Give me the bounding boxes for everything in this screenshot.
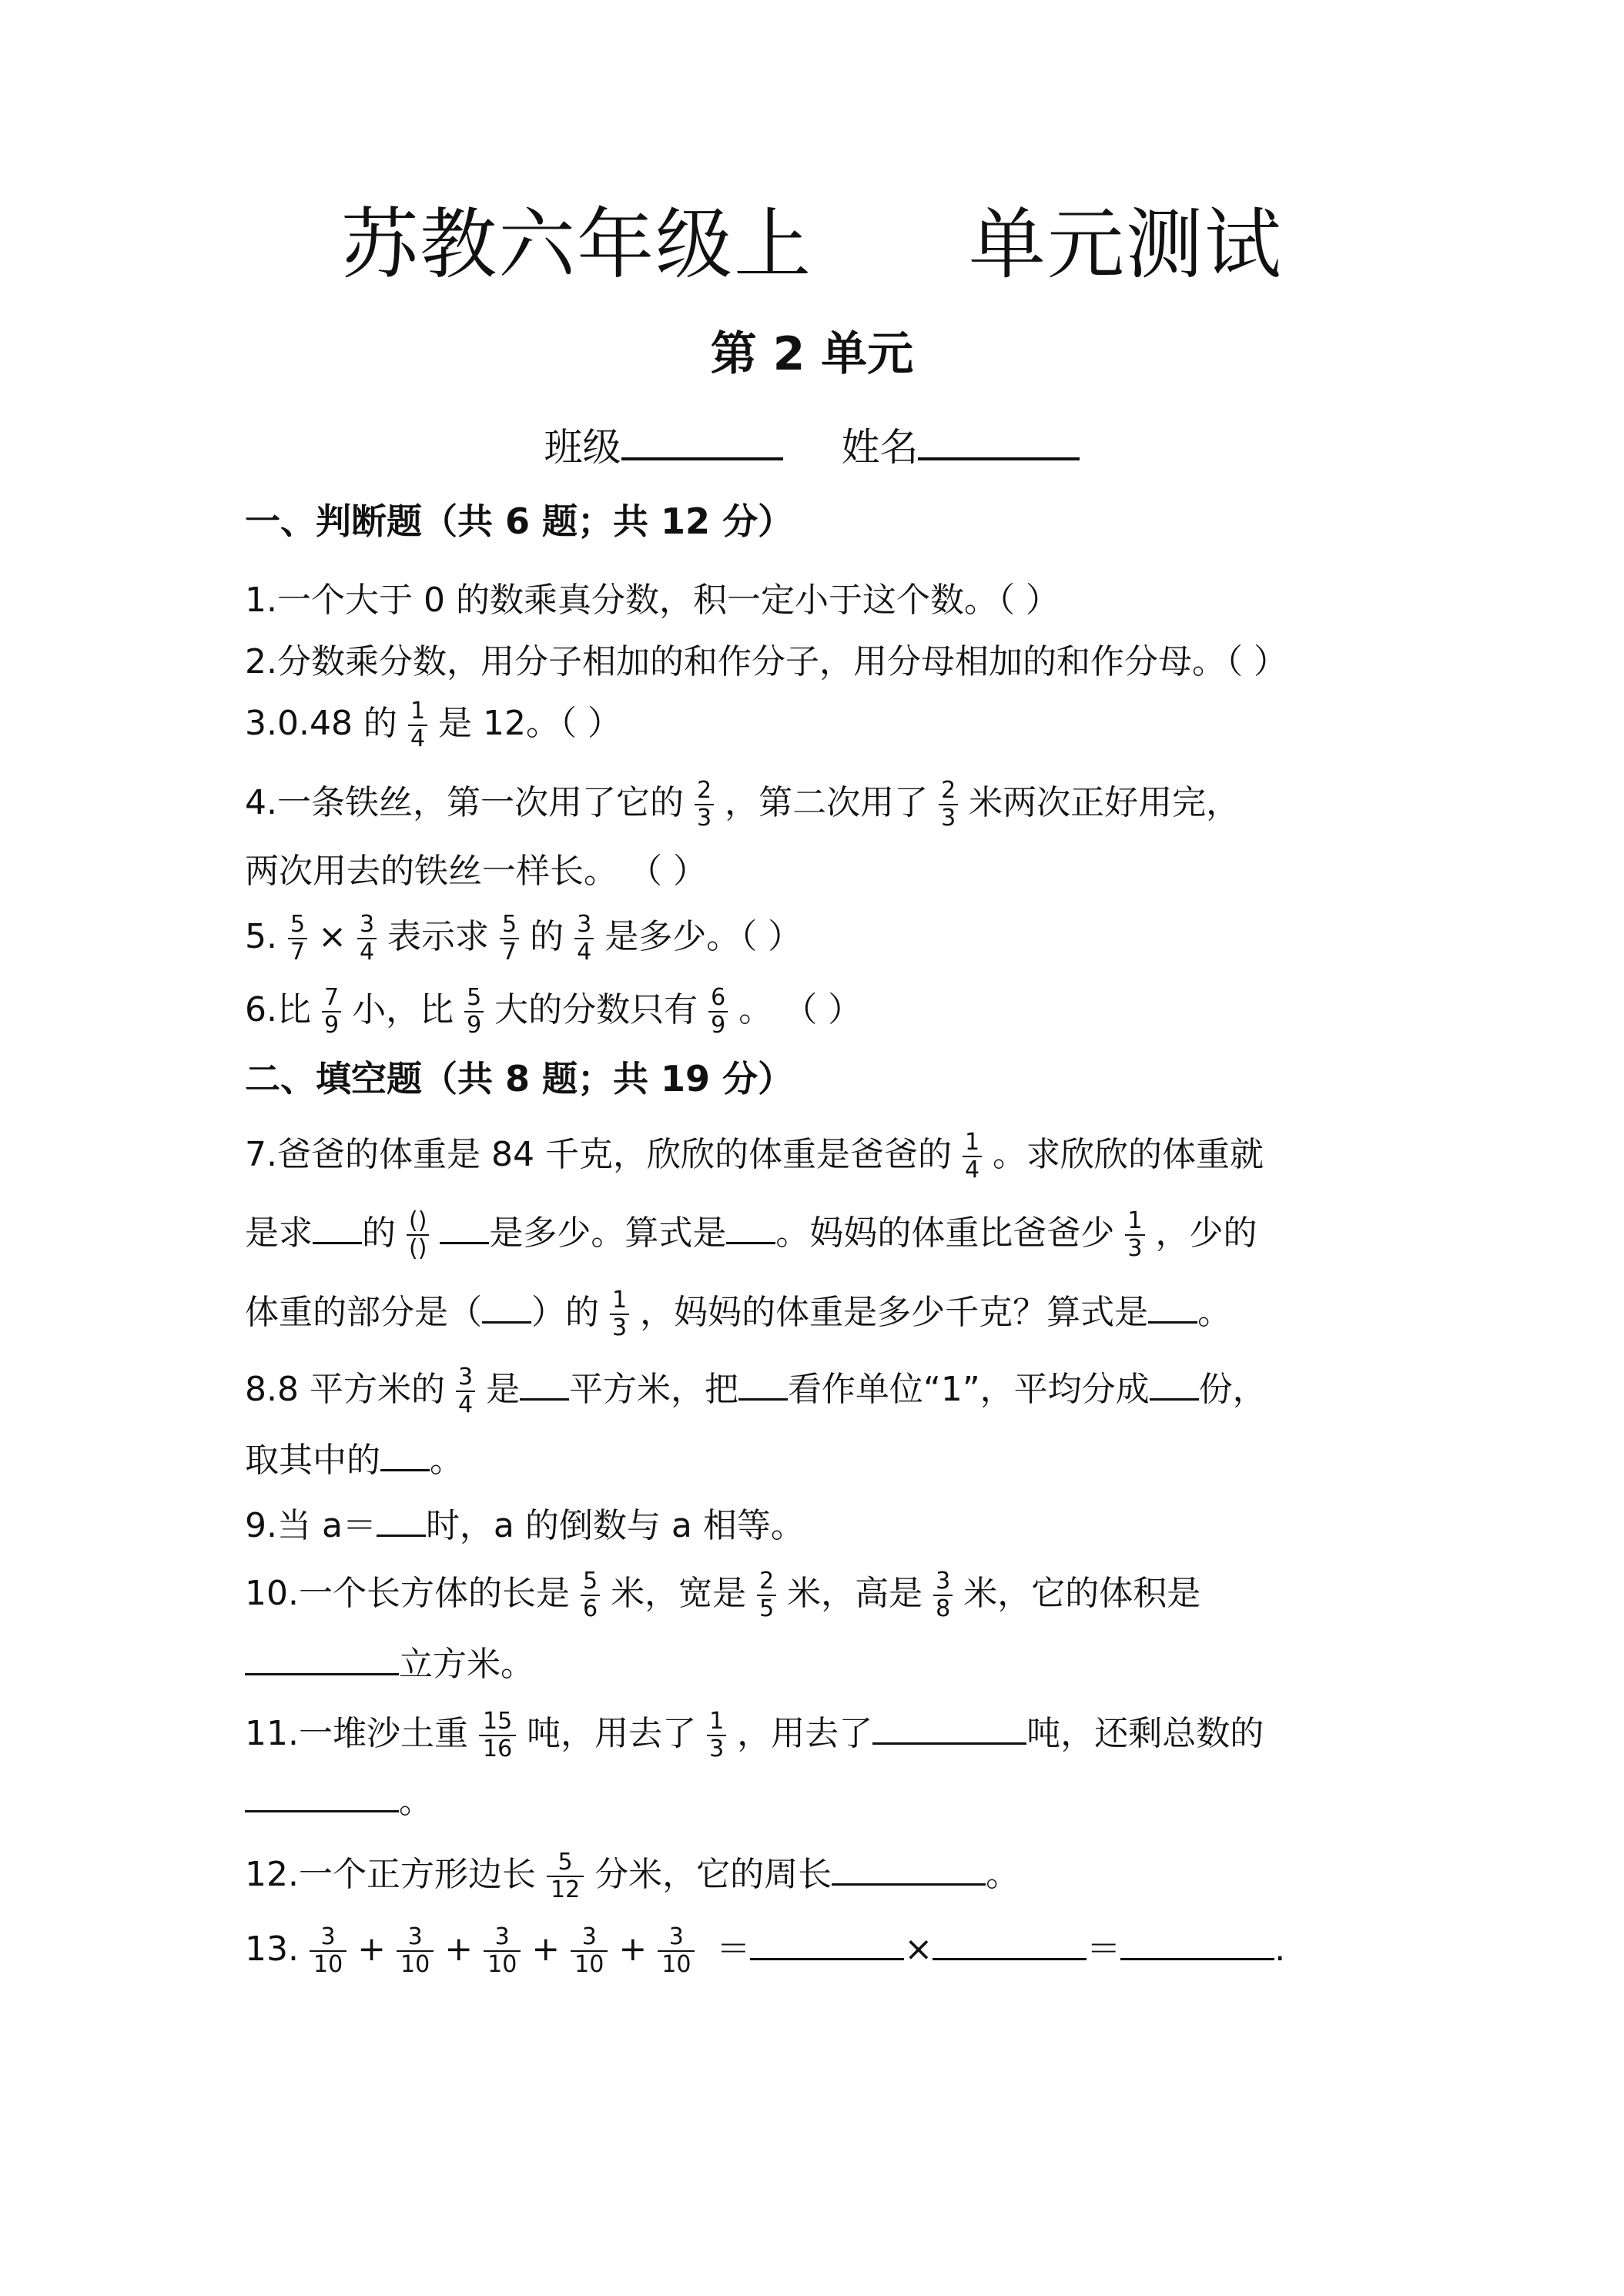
section-heading-judgement: 一、判断题（共 6 题；共 12 分） [245, 500, 794, 542]
question-6: 6.比 $\frac{7}{9}$ 小，比 $\frac{5}{9}$ 大的分数只有 $\frac{6}{9}$ 。 （ ） [245, 984, 862, 1039]
question-13: 13. $\frac{3}{10}$ + $\frac{3}{10}$ + $\frac{3}{10}$ + $\frac{3}{10}$ + $\frac{3}{10}$ ＝ × ＝ . [245, 1921, 1285, 1978]
question-10: 10.一个长方体的长是 $\frac{5}{6}$ 米，宽是 $\frac{2}{5}$ 米，高是 $\frac{3}{8}$ 米，它的体积是 [245, 1568, 1201, 1622]
name-label: 姓名 [841, 425, 919, 470]
answer-blank[interactable] [1120, 1921, 1274, 1960]
fraction: $\frac{1}{3}$ [1125, 1208, 1144, 1262]
question-12: 12.一个正方形边长 $\frac{5}{12}$ 分米，它的周长 。 [245, 1846, 1020, 1903]
fraction: $\frac{1}{3}$ [610, 1287, 629, 1341]
answer-blank[interactable] [245, 1773, 399, 1812]
fraction: $\frac{3}{8}$ [933, 1568, 953, 1622]
fraction: $\frac{15}{16}$ [479, 1709, 516, 1762]
question-7-line-2: 是求 的 $\frac{()}{()}$ 是多少。算式是 。妈妈的体重比爸爸少 $\frac{1}{3}$ ，少的 [245, 1205, 1257, 1262]
fraction: $\frac{1}{4}$ [963, 1130, 982, 1183]
section-heading-fill-in: 二、填空题（共 8 题；共 19 分） [245, 1058, 794, 1099]
question-5: 5. $\frac{5}{7}$ × $\frac{3}{4}$ 表示求 $\frac{5}{7}$ 的 $\frac{3}{4}$ 是多少。（ ） [245, 911, 802, 966]
question-8: 8.8 平方米的 $\frac{3}{4}$ 是 平方米，把 看作单位“1”，平均分成 份， [245, 1361, 1267, 1418]
unit-subtitle: 第 2 单元 [710, 327, 914, 381]
answer-blank[interactable] [380, 1432, 430, 1471]
fraction: $\frac{5}{6}$ [581, 1568, 600, 1622]
question-3: 3.0.48 的 $\frac{1}{4}$ 是 12。（ ） [245, 698, 621, 752]
fraction: $\frac{3}{10}$ [658, 1924, 695, 1978]
fraction: $\frac{5}{7}$ [500, 912, 519, 966]
question-9: 9.当 a＝ 时，a 的倒数与 a 相等。 [245, 1498, 805, 1553]
fraction: $\frac{2}{5}$ [757, 1568, 776, 1622]
fraction: $\frac{7}{9}$ [322, 985, 341, 1039]
page-title: 苏教六年级上 单元测试 [341, 199, 1283, 290]
answer-blank[interactable] [482, 1284, 531, 1324]
name-blank[interactable] [918, 416, 1080, 460]
answer-blank[interactable] [313, 1205, 362, 1244]
fraction: $\frac{3}{4}$ [456, 1364, 475, 1418]
fraction: $\frac{3}{10}$ [571, 1924, 608, 1978]
question-7-line-3: 体重的部分是（ ）的 $\frac{1}{3}$ ，妈妈的体重是多少千克？算式是 。 [245, 1284, 1231, 1341]
answer-blank[interactable] [726, 1205, 775, 1244]
fraction: $\frac{6}{9}$ [708, 985, 728, 1039]
answer-blank[interactable] [520, 1361, 569, 1401]
fraction: $\frac{5}{12}$ [547, 1849, 584, 1903]
question-1: 1.一个大于 0 的数乘真分数，积一定小于这个数。（ ） [245, 581, 1060, 620]
answer-blank[interactable] [872, 1705, 1026, 1745]
question-11-line-2: 。 [245, 1773, 433, 1829]
fraction: $\frac{3}{10}$ [397, 1924, 434, 1978]
question-11: 11.一堆沙土重 $\frac{15}{16}$ 吨，用去了 $\frac{1}{3}$ ，用去了 吨，还剩总数的 [245, 1705, 1264, 1762]
fraction: $\frac{2}{3}$ [695, 778, 714, 832]
fraction: $\frac{3}{4}$ [574, 912, 594, 966]
question-4: 4.一条铁丝，第一次用了它的 $\frac{2}{3}$ ，第二次用了 $\frac{2}{3}$ 米两次正好用完， [245, 777, 1241, 832]
fraction: $\frac{5}{7}$ [288, 912, 307, 966]
class-label: 班级 [544, 425, 621, 470]
fraction: $\frac{1}{4}$ [408, 698, 427, 752]
answer-blank[interactable] [440, 1205, 489, 1244]
answer-blank[interactable] [750, 1921, 904, 1960]
fraction: $\frac{1}{3}$ [707, 1709, 726, 1762]
fraction: $\frac{2}{3}$ [939, 778, 958, 832]
question-4-line-2: 两次用去的铁丝一样长。 （ ） [245, 852, 707, 891]
answer-blank[interactable] [738, 1361, 788, 1401]
answer-blank[interactable] [832, 1846, 986, 1886]
fraction: $\frac{5}{9}$ [464, 985, 484, 1039]
fraction: $\frac{3}{10}$ [310, 1924, 347, 1978]
fraction: $\frac{()}{()}$ [407, 1208, 429, 1262]
question-2: 2.分数乘分数，用分子相加的和作分子，用分母相加的和作分母。（ ） [245, 642, 1287, 681]
answer-blank[interactable] [933, 1921, 1087, 1960]
answer-blank[interactable] [377, 1498, 426, 1537]
question-7: 7.爸爸的体重是 84 千克，欣欣的体重是爸爸的 $\frac{1}{4}$ 。求欣欣的体重就 [245, 1129, 1264, 1183]
fraction: $\frac{3}{10}$ [484, 1924, 521, 1978]
student-info-row [0, 416, 1624, 478]
class-blank[interactable] [621, 416, 783, 460]
answer-blank[interactable] [1148, 1284, 1197, 1324]
question-10-line-2: 立方米。 [245, 1636, 534, 1692]
answer-blank[interactable] [245, 1636, 399, 1675]
answer-blank[interactable] [1150, 1361, 1199, 1401]
fraction: $\frac{3}{4}$ [357, 912, 377, 966]
question-8-line-2: 取其中的 。 [245, 1432, 464, 1488]
